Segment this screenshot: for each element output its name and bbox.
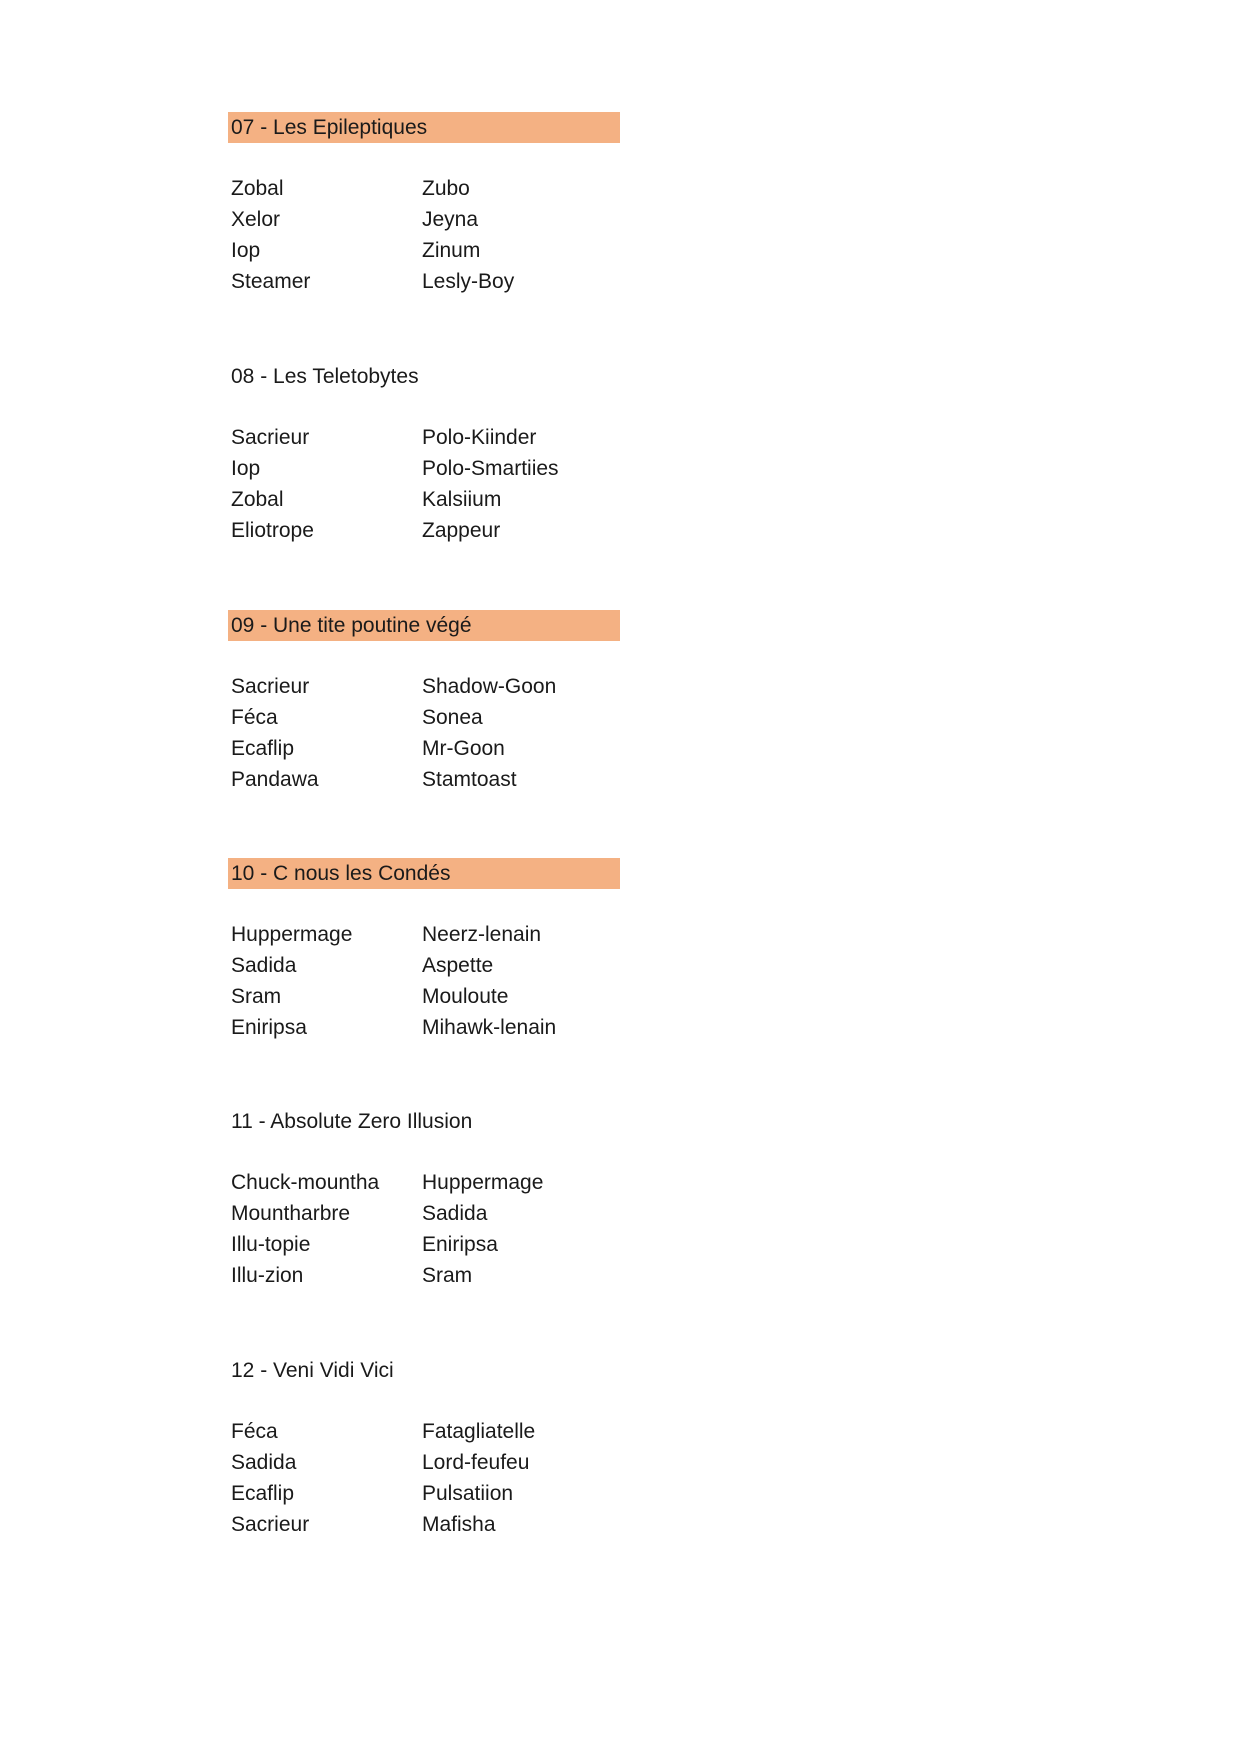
roster-row [228,1012,620,1043]
team-title: 07 - Les Epileptiques [228,112,620,143]
player-name: Sonea [422,706,483,729]
roster-row [228,422,620,453]
roster-row [228,981,620,1012]
class-name: Sadida [231,954,297,977]
player-name: Polo-Kiinder [422,426,537,449]
team-title: 11 - Absolute Zero Illusion [231,1110,473,1133]
class-name: Chuck-mountha [231,1171,380,1194]
player-name: Zinum [422,239,481,262]
roster-row [228,515,620,546]
team-roster [228,671,620,795]
roster-row [228,453,620,484]
player-name: Mafisha [422,1513,496,1536]
team-title: 12 - Veni Vidi Vici [231,1359,394,1382]
class-name: Pandawa [231,768,319,791]
roster-row [228,702,620,733]
player-name: Neerz-lenain [422,923,542,946]
team-title: 10 - C nous les Condés [228,858,620,889]
player-name: Lesly-Boy [422,270,515,293]
class-name: Iop [231,239,261,262]
roster-row [228,484,620,515]
roster-row [228,919,620,950]
roster-row [228,671,620,702]
roster-row [228,266,620,297]
roster-row [228,733,620,764]
class-name: Eliotrope [231,519,314,542]
player-name: Mr-Goon [422,737,505,760]
team-block-11 [228,1106,620,1291]
class-name: Zobal [231,177,284,200]
player-name: Eniripsa [422,1233,498,1256]
class-name: Féca [231,1420,278,1443]
class-name: Huppermage [231,923,353,946]
class-name: Illu-topie [231,1233,311,1256]
class-name: Mountharbre [231,1202,351,1225]
player-name: Mouloute [422,985,509,1008]
class-name: Steamer [231,270,311,293]
player-name: Sram [422,1264,473,1287]
team-roster [228,173,620,297]
class-name: Sram [231,985,282,1008]
class-name: Sadida [231,1451,297,1474]
player-name: Lord-feufeu [422,1451,530,1474]
player-name: Sadida [422,1202,488,1225]
class-name: Féca [231,706,278,729]
roster-row [228,1198,620,1229]
roster-row [228,1447,620,1478]
player-name: Zubo [422,177,470,200]
team-block-12 [228,1355,620,1540]
class-name: Xelor [231,208,281,231]
player-name: Zappeur [422,519,501,542]
player-name: Kalsiium [422,488,502,511]
player-name: Polo-Smartiies [422,457,559,480]
player-name: Huppermage [422,1171,544,1194]
team-roster [228,919,620,1043]
class-name: Eniripsa [231,1016,307,1039]
roster-row [228,1478,620,1509]
player-name: Aspette [422,954,494,977]
class-name: Ecaflip [231,1482,295,1505]
class-name: Zobal [231,488,284,511]
team-block-10 [228,858,620,1043]
team-block-08 [228,361,620,546]
roster-row [228,235,620,266]
roster-row [228,204,620,235]
team-roster [228,1167,620,1291]
roster-row [228,1416,620,1447]
player-name: Fatagliatelle [422,1420,536,1443]
team-roster [228,1416,620,1540]
team-block-07 [228,112,620,297]
roster-row [228,1260,620,1291]
player-name: Pulsatiion [422,1482,514,1505]
class-name: Sacrieur [231,426,310,449]
player-name: Jeyna [422,208,479,231]
roster-row [228,1167,620,1198]
roster-row [228,1229,620,1260]
player-name: Mihawk-lenain [422,1016,557,1039]
class-name: Ecaflip [231,737,295,760]
roster-row [228,173,620,204]
class-name: Illu-zion [231,1264,304,1287]
team-title: 09 - Une tite poutine végé [228,610,620,641]
class-name: Sacrieur [231,675,310,698]
player-name: Shadow-Goon [422,675,557,698]
class-name: Sacrieur [231,1513,310,1536]
team-title: 08 - Les Teletobytes [231,365,419,388]
roster-row [228,1509,620,1540]
class-name: Iop [231,457,261,480]
team-roster [228,422,620,546]
player-name: Stamtoast [422,768,517,791]
roster-row [228,950,620,981]
roster-row [228,764,620,795]
team-block-09 [228,610,620,795]
